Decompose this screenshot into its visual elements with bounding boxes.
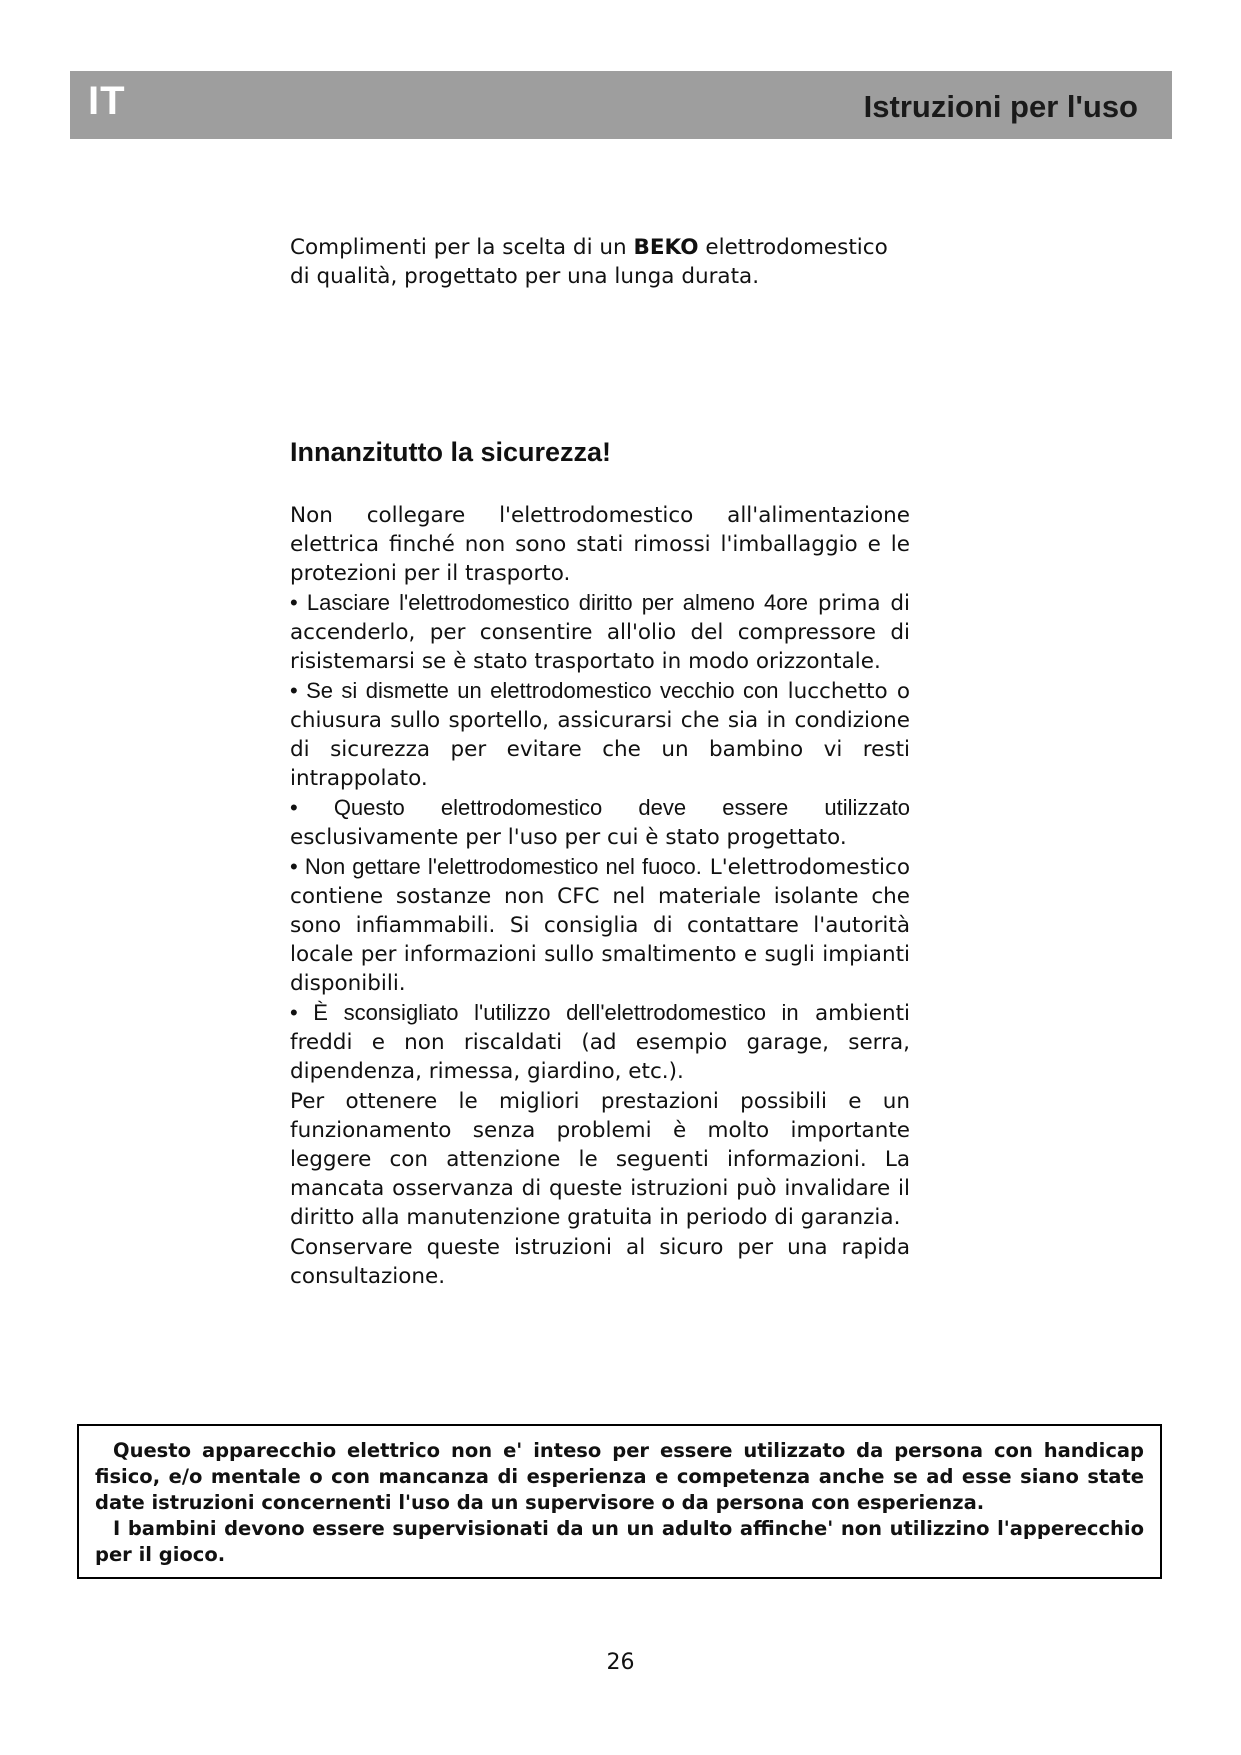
bullet-lead: • Lasciare l'elettrodomestico diritto per almeno 4ore — [290, 590, 809, 615]
paragraph-text: esclusivamente per l'uso per cui è stato progettato. — [290, 825, 847, 850]
paragraph-text: L'elettrodomestico contiene sostanze non CFC nel materiale isolante che sono infiammabili. Si consiglia di contattare l'autorità locale per informazioni sullo smaltimento e sugli impianti disponibili. — [290, 855, 910, 996]
safety-body — [290, 500, 910, 1291]
notice-box — [77, 1424, 1162, 1579]
paragraph-text: Non collegare l'elettrodomestico all'alimentazione elettrica finché non sono stati rimossi l'imballaggio e le protezioni per il trasporto. — [290, 503, 910, 586]
paragraph-text: Conservare queste istruzioni al sicuro per una rapida consultazione. — [290, 1235, 910, 1289]
paragraph-text: Per ottenere le migliori prestazioni possibili e un funzionamento senza problemi è molto importante leggere con attenzione le seguenti informazioni. La mancata osservanza di queste istruzioni può invalidare il diritto alla manutenzione gratuita in periodo di garanzia. — [290, 1089, 910, 1230]
bullet-lead: • Non gettare l'elettrodomestico nel fuoco. — [290, 854, 702, 879]
bullet-lead: • È sconsigliato l'utilizzo dell'elettrodomestico in — [290, 1000, 799, 1025]
intro-paragraph — [290, 233, 910, 291]
language-code: IT — [88, 79, 126, 123]
safety-paragraph-1 — [290, 500, 910, 588]
paragraph-text: ambienti freddi e non riscaldati (ad esempio garage, serra, dipendenza, rimessa, giardino, etc.). — [290, 1001, 910, 1084]
bullet-lead: • Se si dismette un elettrodomestico vecchio con — [290, 678, 779, 703]
safety-paragraph-8 — [290, 1232, 910, 1291]
notice-paragraph-2: I bambini devono essere supervisionati da un un adulto affinche' non utilizzino l'apperecchio per il gioco. — [95, 1517, 1144, 1566]
paragraph-text: lucchetto o chiusura sullo sportello, assicurarsi che sia in condizione di sicurezza per evitare che un bambino vi resti intrappolato. — [290, 679, 910, 791]
safety-paragraph-4 — [290, 793, 910, 852]
header-bar — [70, 71, 1172, 139]
notice-paragraph-1: Questo apparecchio elettrico non e' inteso per essere utilizzato da persona con handicap fisico, e/o mentale o con mancanza di esperienza e competenza anche se ad esse siano state date istruzioni concernenti l'uso da un supervisore o da persona con esperienza. — [95, 1439, 1144, 1514]
bullet-lead: • Questo elettrodomestico deve essere utilizzato — [290, 795, 910, 820]
intro-text-before: Complimenti per la scelta di un — [290, 235, 634, 260]
brand-name: BEKO — [633, 235, 699, 260]
intro-text-after: elettrodomestico di qualità, progettato per una lunga durata. — [290, 235, 888, 289]
paragraph-text: prima di accenderlo, per consentire all'olio del compressore di risistemarsi se è stato trasportato in modo orizzontale. — [290, 591, 910, 674]
safety-paragraph-3 — [290, 676, 910, 793]
page-number: 26 — [606, 1650, 635, 1675]
safety-paragraph-6 — [290, 998, 910, 1086]
safety-paragraph-5 — [290, 852, 910, 998]
safety-paragraph-7 — [290, 1086, 910, 1232]
safety-paragraph-2 — [290, 588, 910, 676]
header-title: Istruzioni per l'uso — [863, 89, 1138, 124]
section-title: Innanzitutto la sicurezza! — [290, 437, 612, 467]
